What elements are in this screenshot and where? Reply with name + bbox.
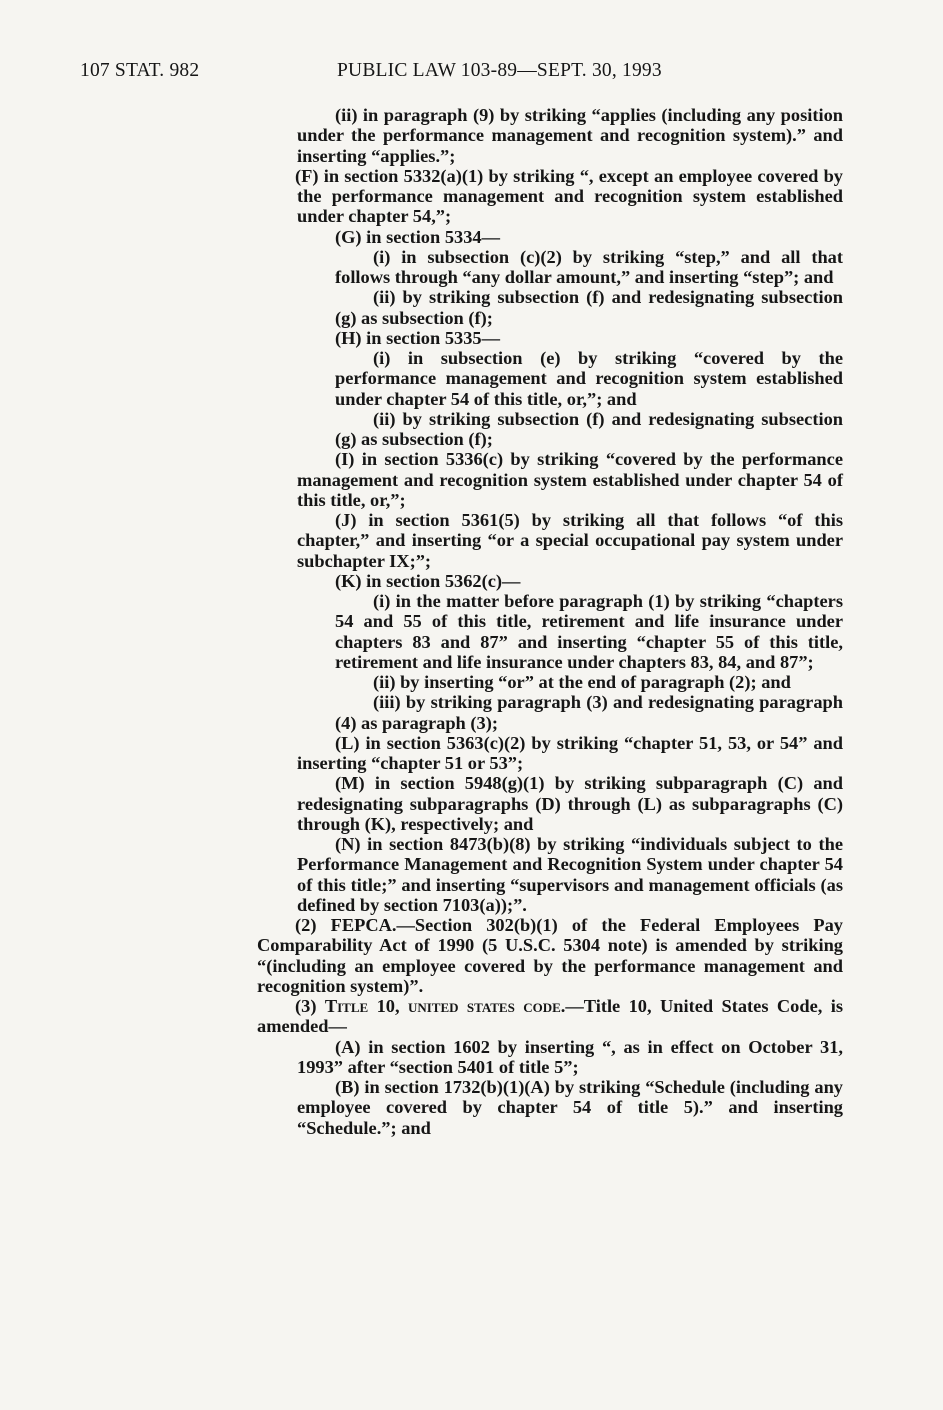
clause-K-iii: (iii) by striking paragraph (3) and redesignating paragraph (4) as paragraph (3);	[335, 692, 843, 733]
clause-G-i: (i) in subsection (c)(2) by striking “step,” and all that follows through “any dollar amount,” and inserting “step”; and	[335, 246, 843, 287]
subparagraph-N: (N) in section 8473(b)(8) by striking “individuals subject to the Performance Management and Recognition System under chapter 54 of this title;” and inserting “supervisors and management officials (as defined by section 7103(a));”.	[297, 834, 843, 915]
subparagraph-M: (M) in section 5948(g)(1) by striking subparagraph (C) and redesignating subparagraphs (D) through (L) as subparagraphs (C) through (K), respectively; and	[297, 773, 843, 834]
clause-K-ii: (ii) by inserting “or” at the end of paragraph (2); and	[373, 672, 791, 692]
clause-H-ii: (ii) by striking subsection (f) and redesignating subsection (g) as subsection (f);	[335, 408, 843, 449]
page-number-stat: 107 STAT. 982	[80, 60, 200, 81]
clause-G-ii: (ii) by striking subsection (f) and redesignating subsection (g) as subsection (f);	[335, 287, 843, 328]
page-header	[80, 60, 840, 90]
subparagraph-G: (G) in section 5334—	[335, 226, 500, 247]
paragraph-3-number: (3)	[295, 996, 325, 1016]
clause-ii-paragraph-9: (ii) in paragraph (9) by striking “applies (including any position under the performance management and recognition system).” and inserting “applies.”;	[297, 105, 843, 166]
subparagraph-J: (J) in section 5361(5) by striking all that follows “of this chapter,” and inserting “or a special occupational pay system under subchapter IX;”;	[297, 510, 843, 571]
subparagraph-3-A: (A) in section 1602 by inserting “, as in effect on October 31, 1993” after “section 5401 of title 5”;	[297, 1036, 843, 1077]
clause-H-i: (i) in subsection (e) by striking “covered by the performance management and recognition system established under chapter 54 of this title, or,”; and	[335, 348, 843, 409]
subparagraph-H: (H) in section 5335—	[335, 327, 500, 348]
subparagraph-3-B: (B) in section 1732(b)(1)(A) by striking “Schedule (including any employee covered by chapter 54 of title 5).” and inserting “Schedule.”; and	[297, 1077, 843, 1138]
paragraph-2-fepca: (2) FEPCA.—Section 302(b)(1) of the Federal Employees Pay Comparability Act of 1990 (5 U.S.C. 5304 note) is amended by striking “(including an employee covered by the performance management and recognition system)”.	[257, 915, 843, 996]
subparagraph-L: (L) in section 5363(c)(2) by striking “chapter 51, 53, or 54” and inserting “chapter 51 or 53”;	[297, 732, 843, 773]
subparagraph-F: (F) in section 5332(a)(1) by striking “, except an employee covered by the performance management and recognition system established under chapter 54,”;	[295, 165, 843, 227]
clause-K-i: (i) in the matter before paragraph (1) by striking “chapters 54 and 55 of this title, retirement and life insurance under chapters 83 and 87” and inserting “chapter 55 of this title, retirement and life insurance under chapters 83, 84, and 87”;	[335, 591, 843, 672]
running-head: PUBLIC LAW 103-89—SEPT. 30, 1993	[337, 60, 662, 81]
paragraph-3-heading: Title 10, united states code.	[324, 996, 566, 1016]
paragraph-3-title-10	[257, 996, 843, 1037]
subparagraph-K: (K) in section 5362(c)—	[335, 570, 521, 591]
subparagraph-I: (I) in section 5336(c) by striking “covered by the performance management and recognition system established under chapter 54 of this title, or,”;	[297, 449, 843, 510]
statute-body	[257, 105, 843, 1138]
paragraph-3-text: —Title 10, United States Code, is amended—	[257, 996, 844, 1037]
